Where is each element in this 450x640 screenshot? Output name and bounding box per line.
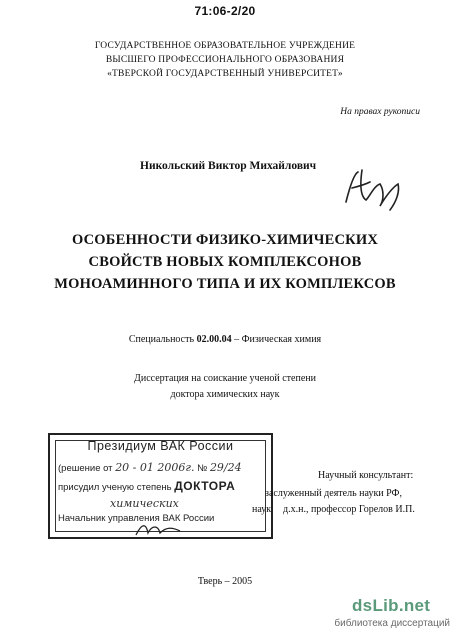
dissertation-line-1: Диссертация на соискание ученой степени [134, 373, 316, 384]
title-line-1: ОСОБЕННОСТИ ФИЗИКО-ХИМИЧЕСКИХ [71, 232, 378, 248]
city-year: Тверь – 2005 [197, 576, 253, 587]
specialty-name: – Физическая химия [234, 334, 322, 345]
stamp-degree: ДОКТОРА [174, 479, 236, 493]
manuscript-rights-note: На правах рукописи [340, 107, 420, 117]
institution-line-2: ВЫСШЕГО ПРОФЕССИОНАЛЬНОГО ОБРАЗОВАНИЯ [105, 55, 345, 65]
stamp-head-line: Начальник управления ВАК России [58, 513, 215, 524]
consultant-label: Научный консультант: [318, 470, 414, 481]
specialty-line [0, 334, 450, 345]
stamp-decision-no-label: № [197, 463, 208, 474]
stamp-field-suffix: наук [252, 504, 272, 515]
stamp-awarded-line [58, 479, 235, 493]
author-signature [340, 166, 410, 216]
stamp-title: Президиум ВАК России [87, 439, 234, 453]
title-line-3: МОНОАМИННОГО ТИПА И ИХ КОМПЛЕКСОВ [54, 276, 396, 292]
author-name: Никольский Виктор Михайлович [140, 160, 317, 172]
stamp-field-line [110, 497, 179, 510]
watermark [330, 594, 450, 640]
stamp-field-handwritten: химических [110, 497, 179, 510]
stamp-decision-date: 20 - 01 2006г. [115, 461, 195, 474]
stamp-decision-no: 29/24 [209, 461, 242, 474]
specialty-code: 02.00.04 [196, 334, 232, 345]
consultant-line-1: заслуженный деятель науки РФ, [265, 488, 402, 499]
specialty-prefix: Специальность [128, 334, 195, 345]
consultant-line-2: д.х.н., профессор Горелов И.П. [283, 504, 415, 515]
vak-stamp [48, 433, 273, 539]
stamp-decision-line [58, 461, 242, 474]
watermark-tagline: библиотека диссертаций [334, 618, 450, 629]
stamp-head-signature [132, 521, 192, 539]
title-line-2: СВОЙСТВ НОВЫХ КОМПЛЕКСОНОВ [88, 254, 362, 270]
watermark-brand: dsLib.net [352, 596, 431, 615]
institution-line-3: «ТВЕРСКОЙ ГОСУДАРСТВЕННЫЙ УНИВЕРСИТЕТ» [107, 69, 343, 79]
stamp-awarded-prefix: присудил ученую степень [58, 482, 172, 493]
institution-line-1: ГОСУДАРСТВЕННОЕ ОБРАЗОВАТЕЛЬНОЕ УЧРЕЖДЕНИЕ [94, 41, 356, 51]
stamp-decision-prefix: (решение от [58, 463, 113, 474]
document-code: 71:06-2/20 [194, 4, 256, 18]
dissertation-line-2: доктора химических наук [170, 389, 280, 400]
